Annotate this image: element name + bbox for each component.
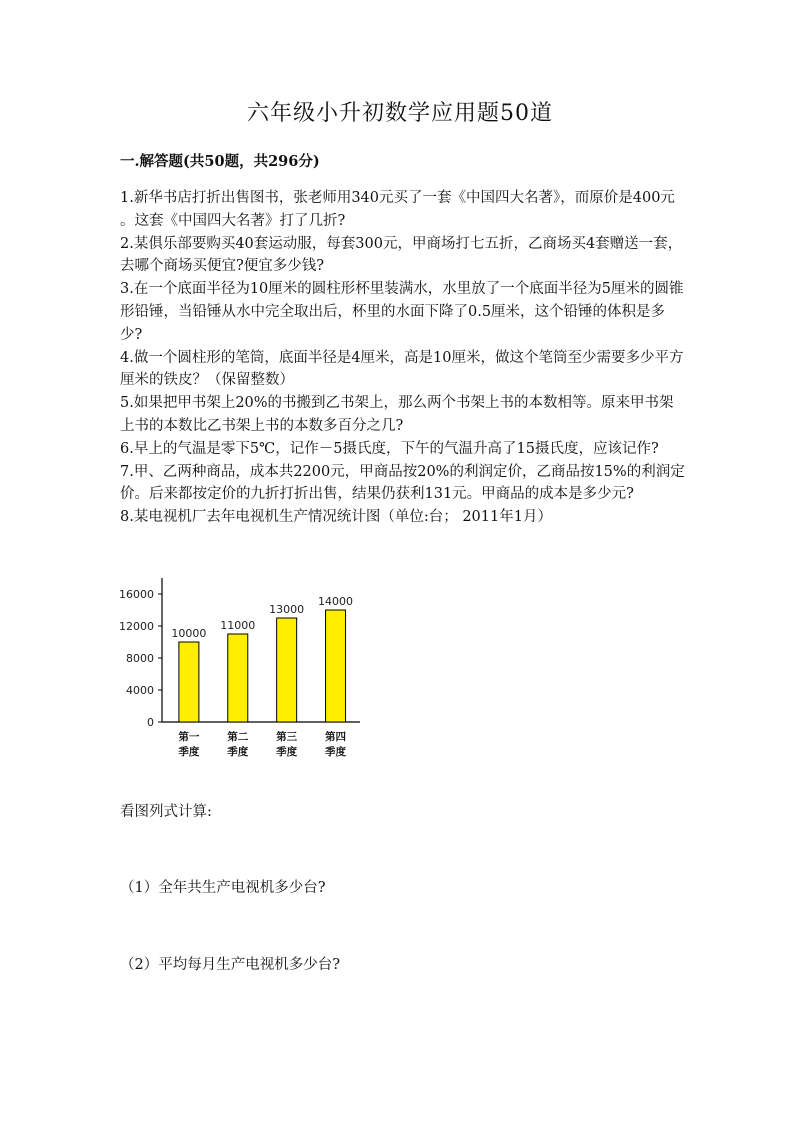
category-label: 季度 bbox=[325, 746, 347, 758]
y-tick-label: 8000 bbox=[126, 652, 154, 665]
category-label: 季度 bbox=[276, 746, 298, 758]
bar bbox=[228, 634, 248, 722]
bar-value-label: 10000 bbox=[171, 627, 207, 640]
section-heading: 一.解答题(共50题，共296分) bbox=[120, 153, 320, 170]
chart-svg bbox=[110, 570, 370, 765]
sub-question-2: （2）平均每月生产电视机多少台? bbox=[120, 957, 340, 973]
bar-value-label: 14000 bbox=[318, 595, 354, 608]
bar bbox=[277, 618, 297, 722]
category-label: 第三 bbox=[276, 731, 298, 743]
question-item: 2.某俱乐部要购买40套运动服，每套300元，甲商场打七五折，乙商场买4套赠送一套，去哪个商场买便宜?便宜多少钱? bbox=[120, 235, 683, 275]
question-item: 8.某电视机厂去年电视机生产情况统计图（单位:台； 2011年1月） bbox=[120, 509, 552, 526]
instruction-text: 看图列式计算: bbox=[120, 804, 212, 820]
category-label: 第二 bbox=[227, 731, 249, 743]
bar-value-label: 13000 bbox=[269, 603, 305, 616]
question-item: 3.在一个底面半径为10厘米的圆柱形杯里装满水，水里放了一个底面半径为5厘米的圆锥形铅锤，当铅锤从水中完全取出后，杯里的水面下降了0.5厘米，这个铅锤的体积是多少? bbox=[120, 281, 684, 343]
question-item: 1.新华书店打折出售图书，张老师用340元买了一套《中国四大名著》，而原价是400元 。这套《中国四大名著》打了几折? bbox=[120, 190, 675, 229]
y-tick-label: 12000 bbox=[119, 620, 154, 633]
question-item: 4.做一个圆柱形的笔筒，底面半径是4厘米，高是10厘米，做这个笔筒至少需要多少平方厘米的铁皮？（保留整数） bbox=[120, 349, 684, 389]
question-item: 5.如果把甲书架上20%的书搬到乙书架上，那么两个书架上书的本数相等。原来甲书架上书的本数比乙书架上书的本数多百分之几? bbox=[120, 395, 674, 434]
y-tick-label: 16000 bbox=[119, 588, 154, 601]
y-tick-label: 4000 bbox=[126, 684, 154, 697]
category-label: 第四 bbox=[325, 731, 347, 743]
tv-production-bar-chart bbox=[110, 570, 370, 765]
category-label: 季度 bbox=[178, 746, 200, 758]
sub-question-1: （1）全年共生产电视机多少台? bbox=[120, 880, 326, 896]
bar bbox=[326, 610, 346, 722]
category-label: 季度 bbox=[227, 746, 249, 758]
question-item: 7.甲、乙两种商品，成本共2200元，甲商品按20%的利润定价，乙商品按15%的利润定价。后来都按定价的九折打折出售，结果仍获利131元。甲商品的成本是多少元? bbox=[120, 463, 685, 503]
page-title: 六年级小升初数学应用题50道 bbox=[247, 101, 553, 126]
bar bbox=[179, 642, 199, 722]
category-label: 第一 bbox=[178, 731, 200, 743]
bar-value-label: 11000 bbox=[220, 619, 256, 632]
question-item: 6.早上的气温是零下5℃，记作－5摄氏度，下午的气温升高了15摄氏度，应该记作? bbox=[120, 440, 659, 457]
question-list bbox=[120, 187, 685, 529]
y-tick-label: 0 bbox=[147, 716, 154, 729]
